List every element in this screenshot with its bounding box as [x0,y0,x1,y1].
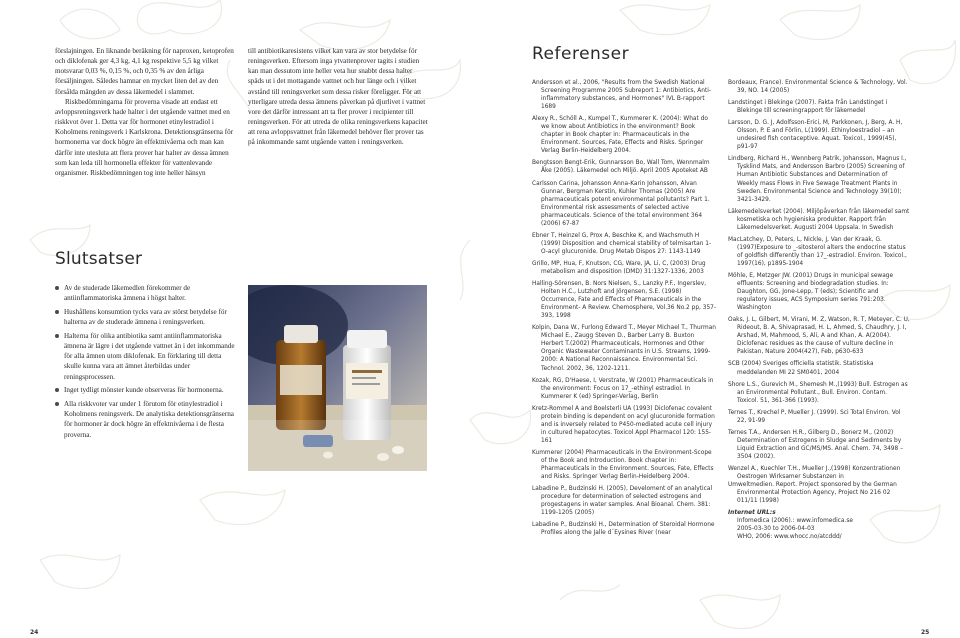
reference-entry: Labadine P., Budzinski H., Determination of Steroidal Hormone Profiles along the Jalle d´Eysines River (near [532,522,715,537]
page-number-left: 24 [30,629,39,636]
reference-entry: Landstinget i Blekinge (2007). Fakta från Landstinget i Blekinge till screeningrapport för läkemedel [728,100,888,115]
internet-url-line: WHO, 2006: www.whocc.no/atcddd/ [737,534,842,541]
reference-entry: Andersson et al., 2006, "Results from the Swedish National Screening Programme 2005 Subreport 1: Antibiotics, Anti-inflammatory substances, and Hormones" IVL B-rapport 1689 [532,80,712,111]
reference-entry: Kummerer (2004) Pharmaceuticals in the Environment-Scope of the Book and Introduction. Book chapter in: Pharmaceuticals in the Environment. Sources, Fate, Effects and Risks. Springer Verlag Berlin-Heidelberg 2004. [532,449,714,481]
reference-entry: Ternes T.A., Andersen H.R., Gilberg D., Bonerz M., (2002) Determination of Estrogens in Sludge and Sediments by Liquid Extraction and GC/MS/MS. Anal. Chem. 74, 3498 – 3504 (2002). [728,429,903,460]
references-column-1 [532,79,717,541]
reference-entry: Möhle, E, Metzger JW. (2001) Drugs in municipal sewage effluents: Screening and biodegradation studies. In: Daughton, GG, Jone-Lepp, T (eds); Scientific and regulatory issues, ACS Symposium series 791:203. Washington [728,272,894,312]
reference-entry: Halling-Sörensen, B. Nors Nielsen, S., Lanzky P.F., Ingerslev, Holten H.C., Lutzhoft and Jörgensen, S.E. (1998) Occurrence, Fate and Effects of Pharmaceuticals in the Environment- A Review. Chemosphere, Vol.36 No.2 pp, 357-393, 1998 [532,281,717,320]
section-heading-slutsatser: Slutsatser [55,249,143,269]
bullet-icon [55,402,59,406]
reference-entry: Lindberg, Richard H., Wennberg Patrik, Johansson, Magnus I., Tysklind Mats, and Andersson Barbro (2005) Screening of Human Antibiotic Substances and Determination of Weekly mass Flows in Five Sewage Treatment Plants in Sweden. Environmental Science and Technology 39(10); 3421-3429. [728,156,907,203]
medicine-bottles-illustration [248,285,427,471]
reference-entry: Labadine P., Budzinski H. (2005), Develoment of an analytical procedure for determination of selected estrogens and progestagens in water samples. Anal Bioanal. Chem. 381: 1199-1205 (2005) [532,486,713,517]
internet-url-line: 2005-03-30 to 2006-04-03 [737,526,815,533]
reference-entry: Oaks, J. L, Gilbert, M, Virani, M. Z, Watson, R. T, Meteyer, C. U, Rideout, B. A, Shivaprasad, H. L, Ahmed, S, Chaudhry, J. I, Arshad, M, Mahmood, S, Ali, A and Khan, A. A(2004). Diclofenac residues as the cause of vulture decline in Pakistan, Nature 2004(427), Feb, p630-633 [728,317,910,356]
left-column-2 [248,46,428,148]
reference-entry: Ebner T, Heinzel G, Prox A, Beschke K, and Wachsmuth H (1999) Disposition and chemical stability of telmisartan 1-O-acyl glucuronide. Drug Metab Dispos 27: 1143-1149 [532,232,712,255]
page-number-right: 25 [921,629,930,636]
internet-url-line: Infomedica (2006).: www.infomedica.se [737,518,853,525]
reference-entry: Kolpin, Dana W., Furlong Edward T., Meyer Michael T., Thurman Michael E., Zaugg Steven D., Barber Larry B. Buxton Herbert T.(2002) Pharmaceuticals, Hormones and Other Organic Wastewater Contaminants in U.S. Streams, 1999-2000: A National Reconnaissance. Environmental Sci. Technol. 2002, 36, 1202-1211. [532,325,716,372]
reference-entry: Shore L.S., Gurevich M., Shemesh M.,(1993) Bull. Estrogen as an Environmental Pollutant., Bull. Environ. Contam. Toxicol. 51, 361-366 (1993). [728,381,908,404]
reference-entry: Bordeaux, France). Environmental Science & Technology, Vol. 39, NO. 14 (2005) [728,80,908,95]
references-column-2 [728,79,910,541]
internet-urls-heading: Internet URL:s [728,510,776,517]
reference-entry: Läkemedelsverket (2004). Miljöpåverkan från läkemedel samt kosmetiska och hygieniska produkter. Rapport från Läkemedelsverket. Augusti 2004 Uppsala. In Swedish [728,208,910,231]
left-column-1 [55,46,235,178]
reference-entry: SCB (2004) Sveriges officiella statistik. Statistiska meddelanden MI 22 SM0401, 2004 [728,361,874,376]
reference-entry: Alexy R., Schöll A., Kumpel T., Kummerer K. (2004): What do we know about Antibiotics in the environment? Book chapter in Book chapter in: Pharmaceuticals in the Environment. Sources, Fate, Effects and Risks. Springer Verlag Berlin-Heidelberg 2004. [532,116,708,155]
medicine-bottles-photo [248,285,427,471]
bullet-icon [55,334,59,338]
reference-entry: Bengtsson Bengt-Erik, Gunnarsson Bo, Wall Tom, Wennmalm Åke (2005). Läkemedel och Miljö. April 2005 Apoteket AB [532,160,710,175]
list-item: Alla riskkvoter var under 1 förutom för etinylestradiol i Koholmens reningsverk. De analytiska detektionsgränserna för hormoner är dock högre än effektnivåerna i de flesta proverna. [55,399,235,440]
conclusions-list [55,283,235,443]
body-paragraph: förslajningen. En liknande beräkning för naproxen, ketoprofen och diklofenak ger 4,3 kg, 4,1 kg respektive 5,5 kg vilket motsvarar 0,03 %, 0,15 %, och 0,35 % av den årliga försäljningen. Således hamnar en mycket liten del av den försålda mängden av dessa läkemedel i slammet. [55,47,234,96]
list-item: Halterna för olika antibiotika samt antiinflammatoriska ämnena är lägre i det utgående vattnet än i det inkommande för alla ämnen utom diklofenak. En förklaring till detta skulle kunna vara att ämnet återbildas under reningsprocessen. [55,331,235,382]
bullet-icon [55,388,59,392]
reference-entry: Umweltmedien. Report. Project sponsored by the German Environmental Protection Agency, Project No 216 02 011/11 (1998) [728,482,897,505]
list-item: Av de studerade läkemedlen förekommer de antiinflammatoriska ämnena i högst halter. [55,283,235,303]
reference-entry: Kozak, RG, D'Haese, I, Verstrate, W (2001) Pharmaceuticals in the environment: Focus on 17_-ethinyl estradiol. In Kummerer K (ed) Springer-Verlag, Berlin [532,377,714,400]
body-paragraph: Riskbedömningarna för proverna visade att endast ett avloppsreningsverk hade halter i det utgående vattnet med en riskkvot över 1. Detta var för hormonet etinylestradiol i Koholmens reningsverk i Karlskrona. Detektionsgränserna för hormonerna var dock högre än effektnivåerna och man kan därför inte utesluta att flera prover har halter av dessa ämnen som kan leda till hormonella effekter för vattenlevande organismer. Riskbedömningen tog inte heller hänsyn [55,97,234,177]
reference-entry: Ternes T., Krechel P, Mueller J. (1999). Sci Total Environ. Vol 22, 91-99 [728,409,901,424]
reference-entry: Kretz-Rommel A and Boelsterli UA (1993) Diclofenac covalent protein binding is dependent on acyl glucuronide formation and is inversely related to P450-mediated acute cell injury in cultured hepatocytes. Toxicol Appl Pharmacol 120: 155-161 [532,405,715,444]
reference-entry: Carlsson Carina, Johansson Anna-Karin Johansson, Alvan Gunnar, Bergman Kerstin, Kuhler Thomas (2005) Are pharmaceuticals potent environmental pollutants? Part 1. Environmental risk assessments of selected active pharmaceuticals. Science of the total environment 364 (2006) 67-87 [532,180,710,227]
bullet-icon [55,286,59,290]
reference-entry: Grillo, MP, Hua, F, Knutson, CG, Ware, JA, Li, C, (2003) Drug metabolism and disposition (DMD) 31:1327-1336, 2003 [532,260,706,275]
reference-entry: MacLatchey, D, Peters, L, Nickle, J, Van der Kraak, G. (1997)Exposure to _-sitosterol alters the endocrine status of goldfish differently than 17_-estradiol. Environ. Toxicol., 1997(16), p1895-1904 [728,236,907,267]
reference-entry: Larsson, D. G. J, Adolfsson-Erici, M, Parkkonen, J, Berg, A. H, Olsson, P. E and Förlin, L(1999). Ethinyloestradiol – an undesired fish contaceptive. Aquat. Toxicol., 1999(45), p91-97 [728,120,903,151]
list-item: Inget tydligt mönster kunde observeras för hormonerna. [55,385,235,395]
reference-entry: Wenzel A., Kuechler T.H., Mueller J.,(1998) Konzentrationen Oestrogen Wirksamer Substanzen in [728,465,901,481]
bullet-icon [55,310,59,314]
section-heading-referenser: Referenser [532,44,630,64]
body-paragraph: till antibiotikaresistens vilket kan vara av stor betydelse för reningsverken. Eftersom inga ytvattenprover tagits i studien kan man dessutom inte heller veta hur snabbt dessa halter späds ut i det mottagande vattnet och hur länge och i vilket avstånd till reningsverket som dessa risker föreligger. För att ytterligare utreda dessa ämnens påverkan på djurlivet i vattnet vore det därför intressant att ta fler prover i recipienter till reningsverken. För att utreda de olika reningsverkens kapacitet att rena avloppsvattnet från läkemedel behöver fler prover tas på inkommande samt utgående vatten i reningsverken. [248,47,428,147]
list-item: Hushållens konsumtion tycks vara av störst betydelse för halterna av de studerade ämnena i reningsverken. [55,307,235,327]
